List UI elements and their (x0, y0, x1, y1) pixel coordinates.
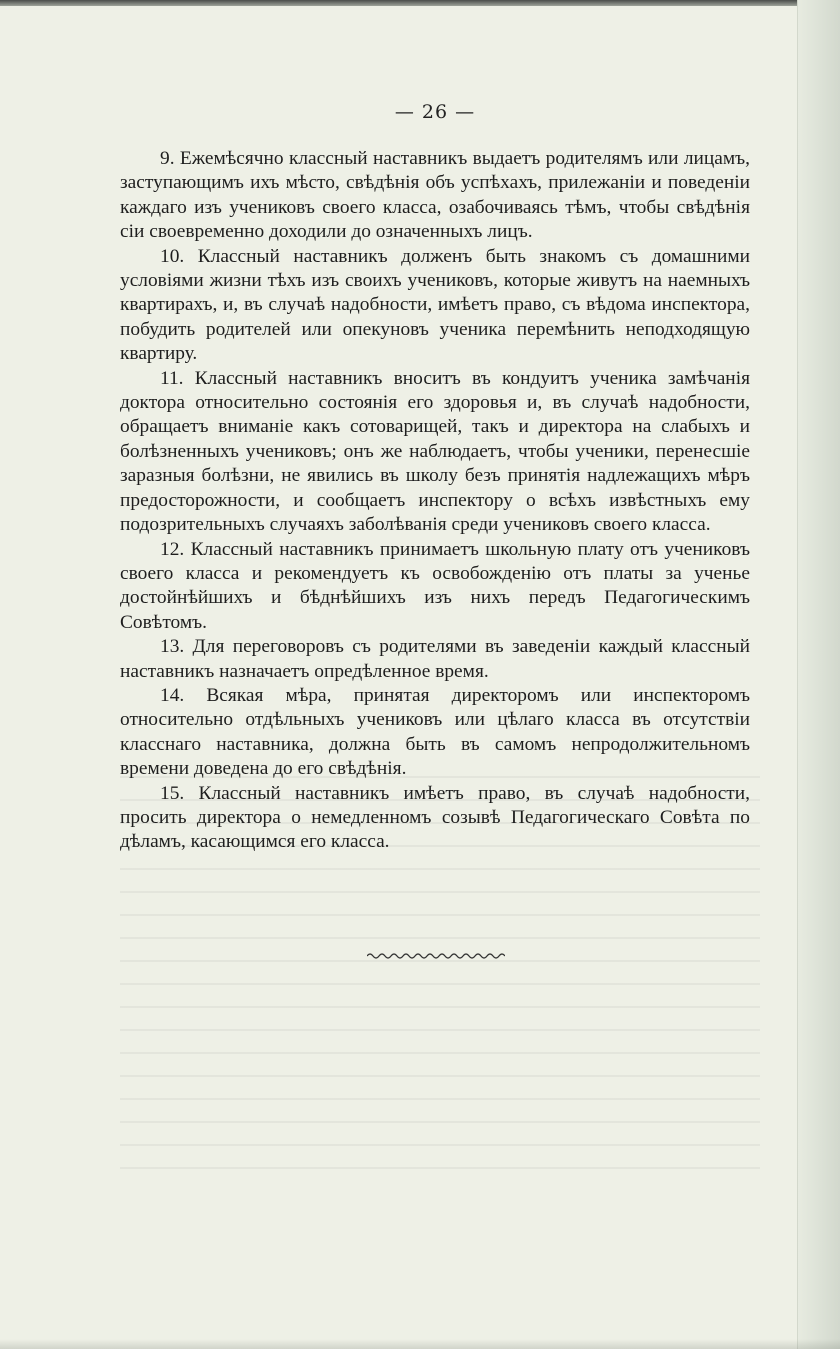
page-top-edge (0, 0, 840, 6)
paragraph-12: 12. Классный наставникъ принимаетъ школьную плату отъ учениковъ своего класса и рекомендуетъ къ освобожденію отъ платы за ученье достойнѣйшихъ и бѣднѣйшихъ изъ нихъ передъ Педагогическимъ Совѣтомъ. (120, 538, 750, 633)
page-bottom-shadow (0, 1339, 840, 1349)
paragraph-14: 14. Всякая мѣра, принятая директоромъ или инспекторомъ относительно отдѣльныхъ учениковъ или цѣлаго класса въ отсутствіи класснаго наставника, должна быть въ самомъ непродолжительномъ времени доведена до его свѣдѣнія. (120, 684, 750, 780)
paragraph-13: 13. Для переговоровъ съ родителями въ заведеніи каждый классный наставникъ назначаетъ опредѣленное время. (120, 636, 750, 682)
paragraph-11: 11. Классный наставникъ вноситъ въ кондуитъ ученика замѣчанія доктора относительно состоянія его здоровья и, въ случаѣ надобности, обращаетъ вниманіе какъ сотоварищей, такъ и директора на слабыхъ и болѣзненныхъ учениковъ; онъ же наблюдаетъ, чтобы ученики, перенесшіе заразныя болѣзни, не явились въ школу безъ принятія надлежащихъ мѣръ предосторожности, и сообщаетъ инспектору о всѣхъ извѣстныхъ ему подозрительныхъ случаяхъ заболѣванія среди учениковъ своего класса. (120, 367, 750, 536)
wavy-divider-ornament (367, 951, 505, 961)
paragraph-15: 15. Классный наставникъ имѣетъ право, въ случаѣ надобности, просить директора о немедленномъ созывѣ Педагогическаго Совѣта по дѣламъ, касающимся его класса. (120, 782, 750, 853)
paragraph-10: 10. Классный наставникъ долженъ быть знакомъ съ домашними условіями жизни тѣхъ изъ своихъ учениковъ, которые живутъ на наемныхъ квартирахъ, и, въ случаѣ надобности, имѣетъ право, съ вѣдома инспектора, побудить родителей или опекуновъ ученика перемѣнить неподходящую квартиру. (120, 245, 750, 365)
paragraph-9: 9. Ежемѣсячно классный наставникъ выдаетъ родителямъ или лицамъ, заступающимъ ихъ мѣсто, свѣдѣнія объ успѣхахъ, прилежаніи и поведеніи каждаго изъ учениковъ своего класса, озабочиваясь тѣмъ, чтобы свѣдѣнія сіи своевременно доходили до означенныхъ лицъ. (120, 148, 750, 243)
page-right-edge (797, 0, 840, 1349)
body-text (120, 147, 750, 855)
page-number: — 26 — (394, 101, 476, 123)
